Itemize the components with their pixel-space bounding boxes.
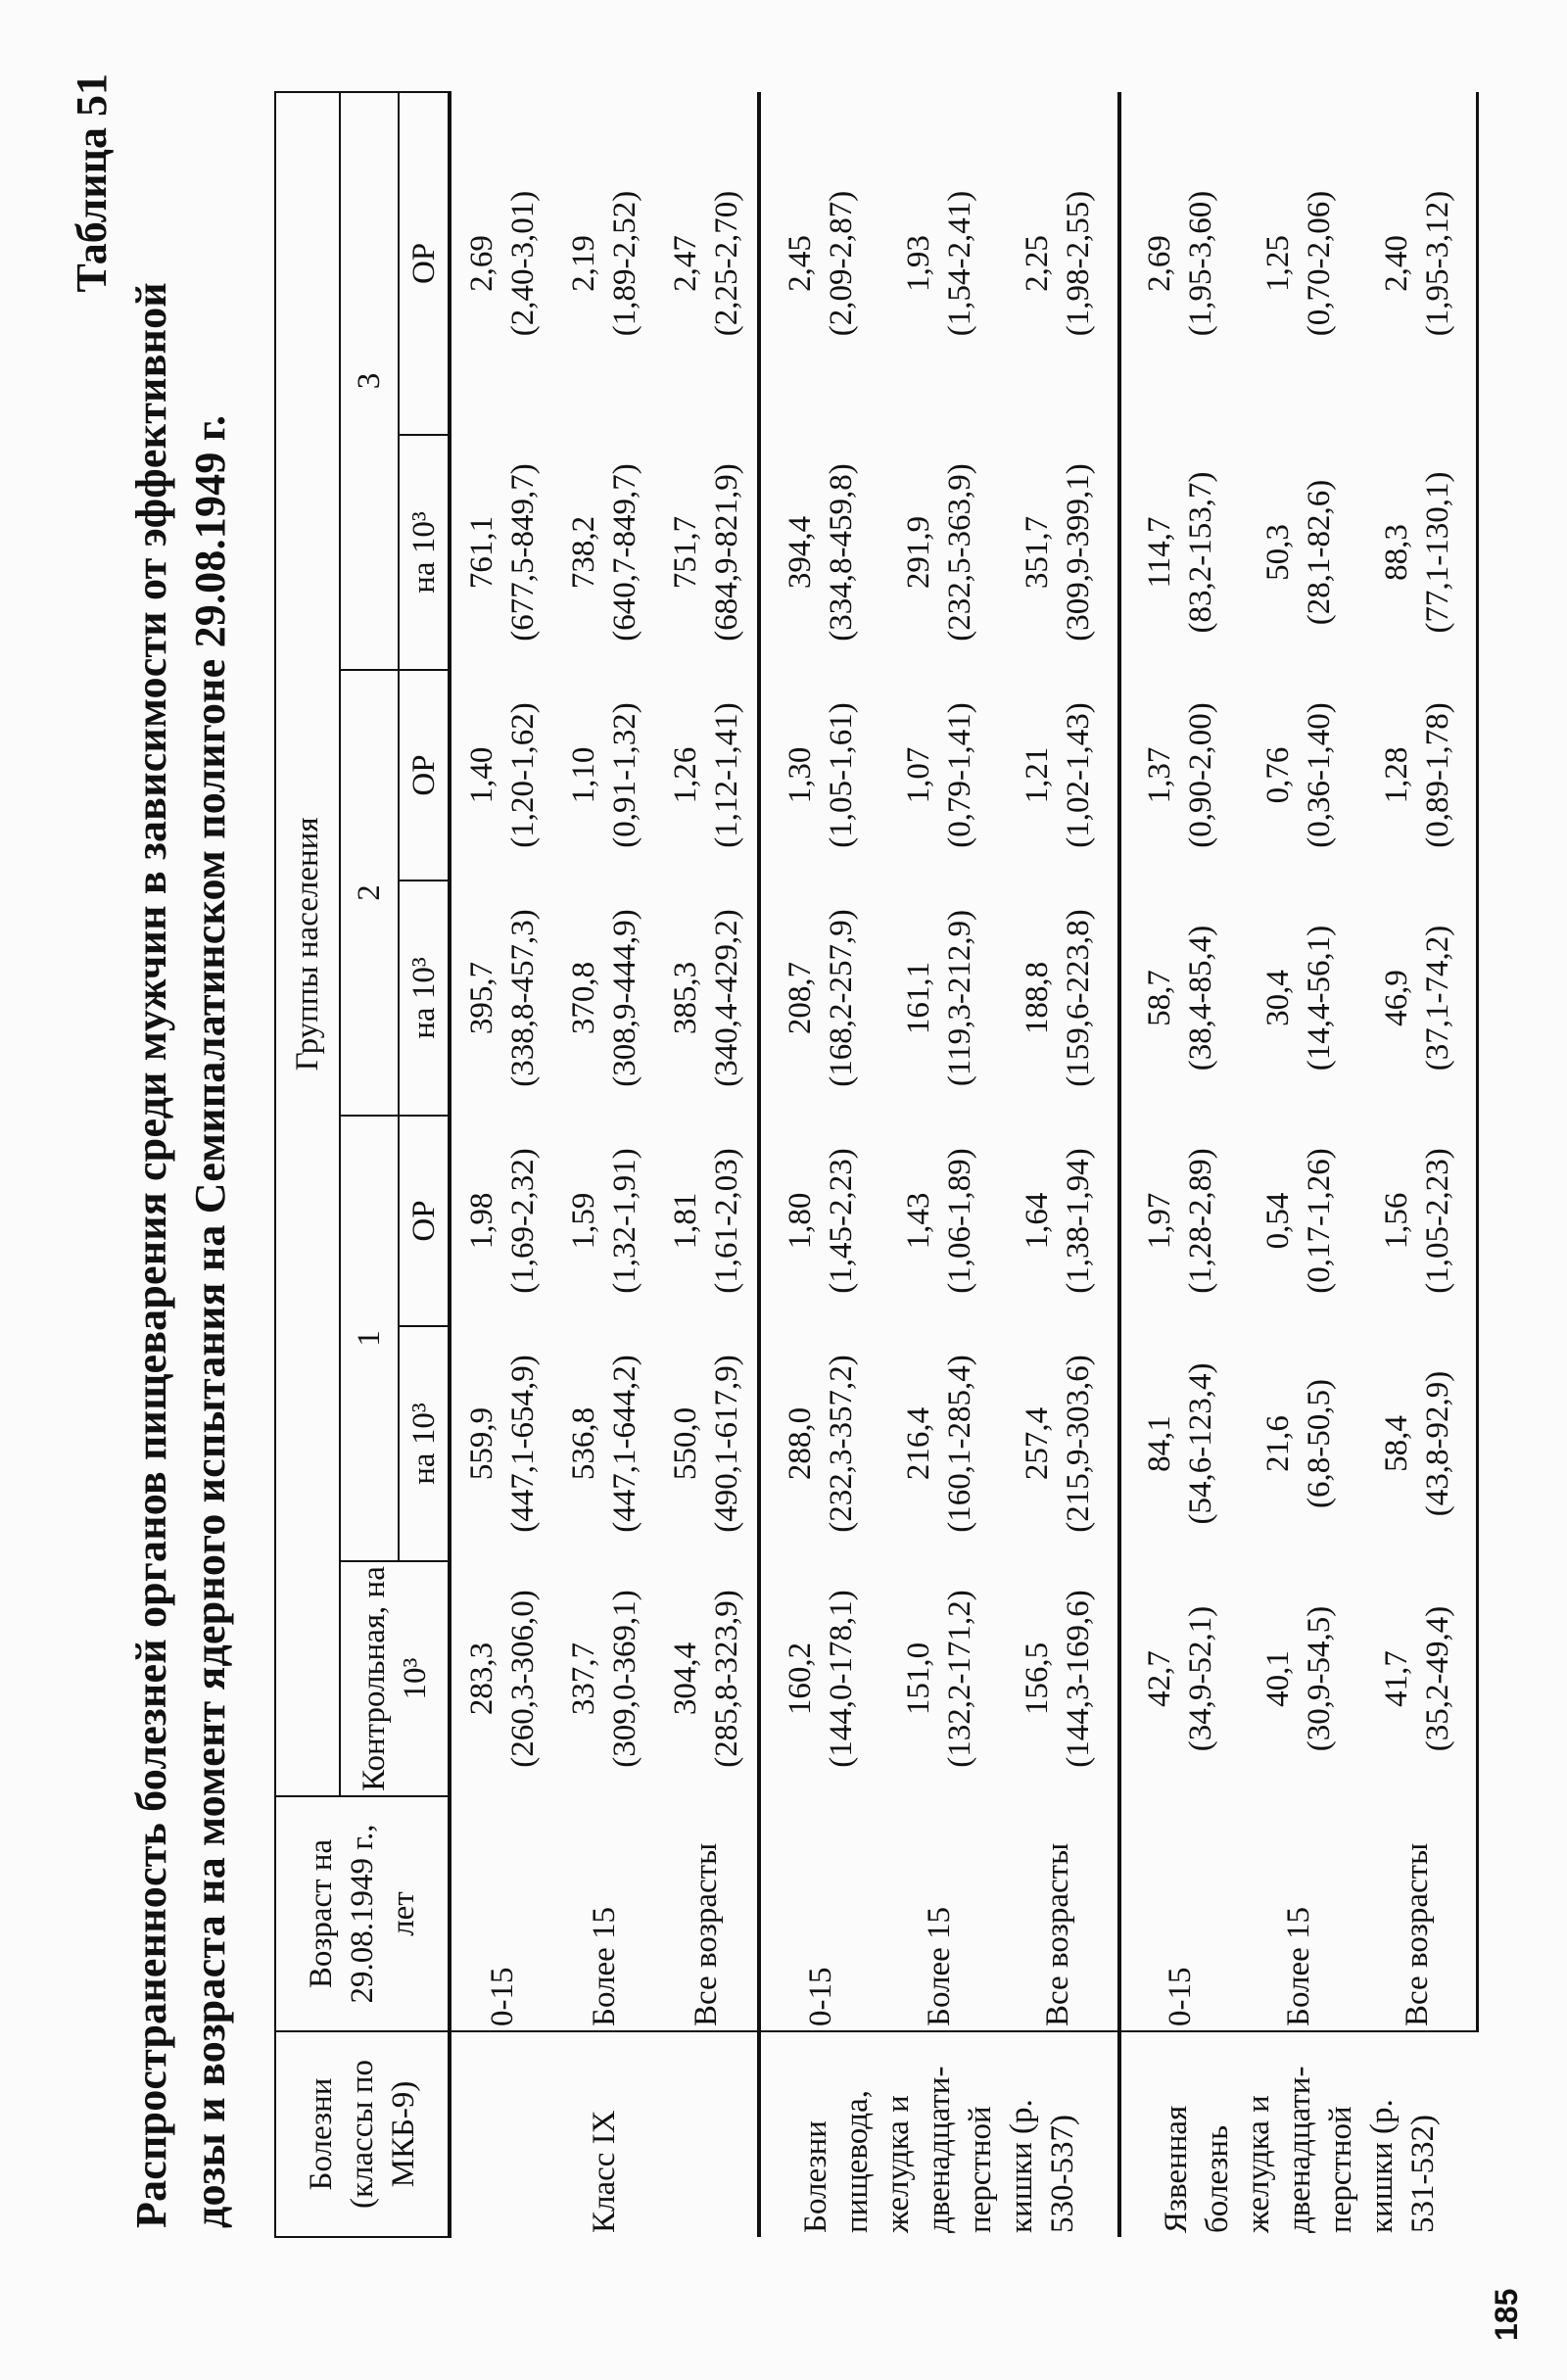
disease-class-cell: Язвенная болезнь желудка и двенадцати-перстной кишки (р. 531-532) [1119,2031,1478,2237]
point-value: 1,97 [1142,1192,1178,1250]
value-cell-ctrl [998,1561,1119,1796]
value-cell-g1n [450,1326,553,1561]
point-value: 1,93 [901,235,936,292]
col-g2-or: ОР [399,670,450,881]
table-row [1357,92,1477,2237]
value-cell-g1or [553,1116,655,1326]
point-value: 1,56 [1378,1192,1414,1250]
point-value: 0,54 [1260,1192,1297,1250]
col-g1-or: ОР [399,1116,450,1326]
col-g3-or: ОР [399,92,450,435]
confidence-interval: (6,8-50,5) [1302,1379,1338,1508]
point-value: 50,3 [1260,524,1297,581]
point-value: 1,30 [782,746,818,804]
point-value: 1,43 [901,1192,936,1250]
confidence-interval: (0,70-2,06) [1302,190,1338,337]
age-cell: 0-15 [1119,1796,1240,2031]
point-value: 1,64 [1020,1192,1056,1250]
confidence-interval: (2,09-2,87) [823,190,859,337]
disease-class-cell: Болезни пищевода, желудка и двенадцати-перстной кишки (р. 530-537) [759,2031,1119,2237]
col-age-header: Возраст на 29.08.1949 г., лет [275,1796,450,2031]
value-cell-g1or [880,1116,999,1326]
point-value: 151,0 [901,1642,936,1716]
confidence-interval: (338,8-457,3) [505,909,542,1087]
point-value: 2,25 [1020,235,1056,292]
point-value: 283,3 [464,1642,500,1716]
confidence-interval: (1,95-3,60) [1183,190,1219,337]
disease-class-cell: Класс IX [450,2031,759,2237]
confidence-interval: (30,9-54,5) [1302,1605,1338,1752]
point-value: 761,1 [464,515,500,590]
value-cell-g2n [450,881,553,1116]
value-cell-g3n [880,435,999,670]
value-cell-g1or [1119,1116,1240,1326]
point-value: 58,7 [1142,970,1178,1026]
table-number: Таблица 51 [68,73,116,293]
value-cell-g1or [998,1116,1119,1326]
value-cell-g3or [880,92,999,435]
value-cell-g3n [553,435,655,670]
age-cell: Более 15 [587,1906,623,2026]
point-value: 208,7 [782,961,818,1035]
point-value: 536,8 [566,1406,602,1481]
value-cell-g2n [998,881,1119,1116]
confidence-interval: (0,89-1,78) [1419,702,1455,848]
value-cell-g1n [655,1326,759,1561]
confidence-interval: (2,40-3,01) [505,190,542,337]
point-value: 1,25 [1260,235,1297,292]
table-title [122,73,240,2228]
confidence-interval: (1,05-2,23) [1419,1148,1455,1294]
point-value: 1,07 [901,746,936,804]
point-value: 46,9 [1378,970,1414,1026]
value-cell-g1n [1357,1326,1477,1561]
value-cell-g2or [998,670,1119,881]
point-value: 1,21 [1020,746,1056,804]
value-cell-g3or [553,92,655,435]
value-cell-g3or [655,92,759,435]
value-cell-ctrl [1119,1561,1240,1796]
confidence-interval: (640,7-849,7) [607,463,643,642]
value-cell-g1n [998,1326,1119,1561]
point-value: 1,37 [1142,746,1178,804]
confidence-interval: (1,12-1,41) [708,702,744,848]
value-cell-g2n [759,881,880,1116]
page-number: 185 [1489,2288,1524,2341]
col-groups-header: Группы населения [275,92,340,1796]
point-value: 1,28 [1378,746,1414,804]
point-value: 2,47 [667,235,703,292]
point-value: 21,6 [1260,1415,1297,1472]
confidence-interval: (340,4-429,2) [708,909,744,1087]
confidence-interval: (28,1-82,6) [1302,479,1338,626]
confidence-interval: (1,32-1,91) [607,1148,643,1294]
point-value: 58,4 [1378,1415,1414,1472]
confidence-interval: (260,3-306,0) [505,1590,542,1768]
age-cell: 0-15 [450,1796,553,2031]
value-cell-g3or [450,92,553,435]
confidence-interval: (309,0-369,1) [607,1590,643,1768]
value-cell-g2n [553,881,655,1116]
col-group3-header: 3 [340,92,399,670]
confidence-interval: (132,2-171,2) [942,1590,977,1768]
confidence-interval: (1,38-1,94) [1061,1148,1097,1294]
confidence-interval: (119,3-212,9) [942,909,977,1087]
point-value: 751,7 [667,515,703,590]
confidence-interval: (447,1-644,2) [607,1355,643,1533]
value-cell-g2or [655,670,759,881]
confidence-interval: (14,4-56,1) [1302,925,1338,1071]
confidence-interval: (232,3-357,2) [823,1355,859,1533]
point-value: 40,1 [1260,1650,1297,1707]
confidence-interval: (215,9-303,6) [1061,1355,1097,1533]
point-value: 1,26 [667,746,703,804]
confidence-interval: (160,1-285,4) [942,1355,977,1533]
confidence-interval: (35,2-49,4) [1419,1605,1455,1752]
confidence-interval: (1,28-2,89) [1183,1148,1219,1294]
point-value: 559,9 [464,1406,500,1481]
confidence-interval: (1,06-1,89) [942,1148,977,1294]
value-cell-g2n [1240,881,1357,1116]
confidence-interval: (677,5-849,7) [505,463,542,642]
value-cell-ctrl [880,1561,999,1796]
confidence-interval: (285,8-323,9) [708,1590,744,1768]
confidence-interval: (334,8-459,8) [823,463,859,642]
point-value: 41,7 [1378,1650,1414,1707]
point-value: 351,7 [1020,515,1056,590]
col-control-header: Контрольная, на 10³ [340,1561,450,1796]
age-cell: Более 15 [922,1906,957,2026]
value-cell-g1or [655,1116,759,1326]
value-cell-g2or [1240,670,1357,881]
col-group2-header: 2 [340,670,399,1116]
value-cell-g3n [1357,435,1477,670]
point-value: 370,8 [566,961,602,1035]
value-cell-g3or [1119,92,1240,435]
table-row [998,92,1119,2237]
point-value: 188,8 [1020,961,1056,1035]
value-cell-ctrl [553,1561,655,1796]
value-cell-g2or [553,670,655,881]
confidence-interval: (0,36-1,40) [1302,702,1338,848]
value-cell-g3n [759,435,880,670]
point-value: 304,4 [667,1642,703,1716]
point-value: 1,80 [782,1192,818,1250]
confidence-interval: (34,9-52,1) [1183,1605,1219,1752]
col-group1-header: 1 [340,1116,399,1561]
point-value: 1,59 [566,1192,602,1250]
value-cell-ctrl [655,1561,759,1796]
value-cell-g3n [1119,435,1240,670]
table-row [655,92,759,2237]
value-cell-g2n [1357,881,1477,1116]
point-value: 1,81 [667,1192,703,1250]
point-value: 337,7 [566,1642,602,1716]
value-cell-ctrl [1357,1561,1477,1796]
table-row [759,92,880,2237]
confidence-interval: (1,54-2,41) [942,190,977,337]
point-value: 288,0 [782,1406,818,1481]
point-value: 0,76 [1260,746,1297,804]
confidence-interval: (1,05-1,61) [823,702,859,848]
table-row [1240,92,1357,2237]
value-cell-g1or [450,1116,553,1326]
value-cell-g3or [1357,92,1477,435]
point-value: 2,69 [1142,235,1178,292]
value-cell-g1n [759,1326,880,1561]
col-g2-per1000: на 10³ [399,881,450,1116]
confidence-interval: (447,1-654,9) [505,1355,542,1533]
value-cell-g1or [1357,1116,1477,1326]
point-value: 394,4 [782,515,818,590]
table-row [880,92,999,2237]
confidence-interval: (309,9-399,1) [1061,463,1097,642]
age-cell: 0-15 [759,1796,880,2031]
point-value: 2,45 [782,235,818,292]
confidence-interval: (38,4-85,4) [1183,925,1219,1071]
point-value: 257,4 [1020,1406,1056,1481]
point-value: 738,2 [566,515,602,590]
confidence-interval: (83,2-153,7) [1183,471,1219,634]
confidence-interval: (0,17-1,26) [1302,1148,1338,1294]
title-line-2: дозы и возраста на момент ядерного испытания на Семипалатинском полигоне 29.08.1949 г. [186,414,234,2228]
confidence-interval: (232,5-363,9) [942,463,977,642]
value-cell-g2or [450,670,553,881]
point-value: 42,7 [1142,1650,1178,1707]
data-table [274,91,1479,2238]
value-cell-g3or [759,92,880,435]
confidence-interval: (1,89-2,52) [607,190,643,337]
value-cell-g1n [1240,1326,1357,1561]
value-cell-g2or [1357,670,1477,881]
age-cell: Все возрасты [1040,1842,1076,2026]
value-cell-g3n [655,435,759,670]
value-cell-g1n [1119,1326,1240,1561]
point-value: 1,10 [566,746,602,804]
confidence-interval: (684,9-821,9) [708,463,744,642]
value-cell-g2or [759,670,880,881]
point-value: 385,3 [667,961,703,1035]
col-g3-per1000: на 10³ [399,435,450,670]
value-cell-g3n [998,435,1119,670]
value-cell-g1n [880,1326,999,1561]
title-line-1: Распространенность болезней органов пищеварения среди мужчин в зависимости от эффективной [127,282,175,2228]
value-cell-g2n [880,881,999,1116]
confidence-interval: (144,0-178,1) [823,1590,859,1768]
confidence-interval: (54,6-123,4) [1183,1362,1219,1525]
point-value: 216,4 [901,1406,936,1481]
table-row [1119,92,1240,2237]
point-value: 550,0 [667,1406,703,1481]
point-value: 156,5 [1020,1642,1056,1716]
confidence-interval: (1,95-3,12) [1419,190,1455,337]
age-cell: Более 15 [1281,1906,1317,2026]
age-cell: Все возрасты [1357,1796,1477,2031]
value-cell-g3or [998,92,1119,435]
confidence-interval: (168,2-257,9) [823,909,859,1087]
value-cell-g1or [1240,1116,1357,1326]
confidence-interval: (77,1-130,1) [1419,471,1455,634]
value-cell-ctrl [1240,1561,1357,1796]
point-value: 30,4 [1260,970,1297,1026]
point-value: 1,40 [464,746,500,804]
value-cell-g1or [759,1116,880,1326]
value-cell-ctrl [759,1561,880,1796]
confidence-interval: (1,69-2,32) [505,1148,542,1294]
point-value: 291,9 [901,515,936,590]
value-cell-g3or [1240,92,1357,435]
value-cell-g3n [1240,435,1357,670]
value-cell-g2or [1119,670,1240,881]
point-value: 161,1 [901,961,936,1035]
confidence-interval: (0,91-1,32) [607,702,643,848]
table-row [553,92,655,2237]
point-value: 84,1 [1142,1415,1178,1472]
value-cell-g2n [1119,881,1240,1116]
point-value: 1,98 [464,1192,500,1250]
value-cell-ctrl [450,1561,553,1796]
table-row [450,92,553,2237]
value-cell-g2or [880,670,999,881]
value-cell-g3n [450,435,553,670]
confidence-interval: (43,8-92,9) [1419,1370,1455,1517]
col-g1-per1000: на 10³ [399,1326,450,1561]
age-cell: Все возрасты [688,1842,724,2026]
confidence-interval: (0,90-2,00) [1183,702,1219,848]
point-value: 2,40 [1378,235,1414,292]
point-value: 160,2 [782,1642,818,1716]
value-cell-g2n [655,881,759,1116]
confidence-interval: (1,98-2,55) [1061,190,1097,337]
confidence-interval: (144,3-169,6) [1061,1590,1097,1768]
confidence-interval: (1,02-1,43) [1061,702,1097,848]
confidence-interval: (1,61-2,03) [708,1148,744,1294]
confidence-interval: (308,9-444,9) [607,909,643,1087]
point-value: 114,7 [1142,516,1178,589]
confidence-interval: (159,6-223,8) [1061,909,1097,1087]
confidence-interval: (1,45-2,23) [823,1148,859,1294]
confidence-interval: (490,1-617,9) [708,1355,744,1533]
confidence-interval: (1,20-1,62) [505,702,542,848]
value-cell-g1n [553,1326,655,1561]
col-disease-header: Болезни (классы по МКБ-9) [275,2031,450,2237]
confidence-interval: (2,25-2,70) [708,190,744,337]
confidence-interval: (0,79-1,41) [942,702,977,848]
point-value: 88,3 [1378,524,1414,581]
point-value: 2,19 [566,235,602,292]
point-value: 395,7 [464,961,500,1035]
confidence-interval: (37,1-74,2) [1419,925,1455,1071]
point-value: 2,69 [464,235,500,292]
